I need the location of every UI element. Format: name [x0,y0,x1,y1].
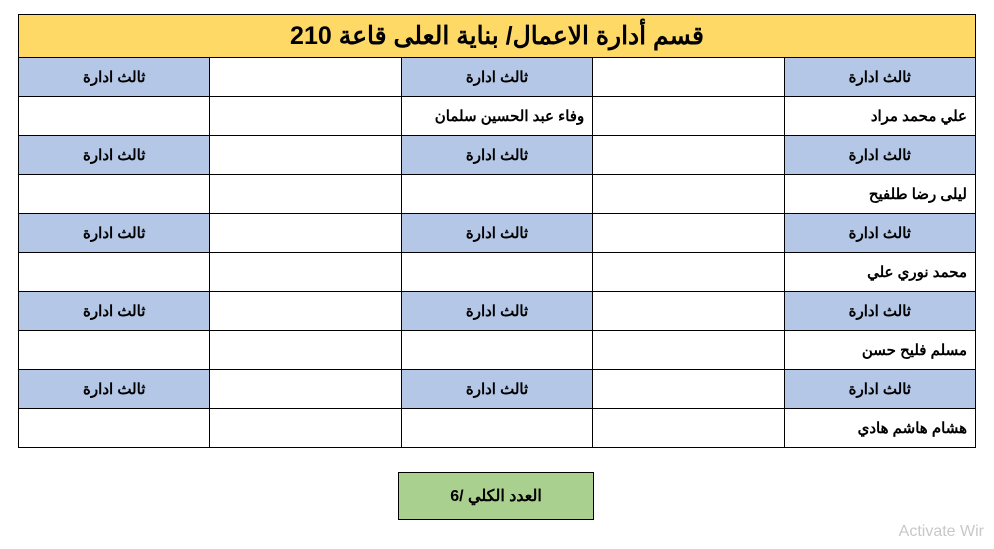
cell-blank [593,97,784,136]
cell-name: وفاء عبد الحسين سلمان [401,97,592,136]
cell-label: ثالث ادارة [401,136,592,175]
cell-blank [210,97,401,136]
cell-blank [19,253,210,292]
cell-label: ثالث ادارة [19,214,210,253]
cell-blank [593,370,784,409]
cell-blank [19,331,210,370]
table-row [19,253,976,292]
table-row [19,370,976,409]
cell-name: هشام هاشم هادي [784,409,975,448]
cell-name: ليلى رضا طلفيح [784,175,975,214]
table-row [19,136,976,175]
table-row [19,409,976,448]
cell-blank [210,214,401,253]
cell-blank [401,331,592,370]
cell-blank [401,175,592,214]
table-row [19,331,976,370]
cell-blank [210,136,401,175]
seating-table [18,14,976,448]
cell-label: ثالث ادارة [784,58,975,97]
cell-label: ثالث ادارة [401,58,592,97]
cell-label: ثالث ادارة [19,58,210,97]
cell-label: ثالث ادارة [19,292,210,331]
cell-blank [210,253,401,292]
cell-blank [593,136,784,175]
table-row [19,292,976,331]
table-row [19,214,976,253]
cell-label: ثالث ادارة [784,370,975,409]
cell-blank [593,214,784,253]
cell-blank [19,409,210,448]
cell-label: ثالث ادارة [401,370,592,409]
cell-name: مسلم فليح حسن [784,331,975,370]
table-row [19,58,976,97]
cell-blank [401,253,592,292]
cell-blank [210,58,401,97]
cell-label: ثالث ادارة [19,370,210,409]
cell-blank [210,175,401,214]
cell-label: ثالث ادارة [401,292,592,331]
cell-label: ثالث ادارة [401,214,592,253]
table-title-row [19,15,976,58]
cell-blank [210,370,401,409]
cell-label: ثالث ادارة [19,136,210,175]
cell-blank [593,175,784,214]
cell-label: ثالث ادارة [784,136,975,175]
cell-blank [401,409,592,448]
cell-blank [19,175,210,214]
cell-label: ثالث ادارة [784,214,975,253]
cell-blank [593,292,784,331]
seating-sheet [18,14,976,448]
cell-blank [593,331,784,370]
table-row [19,97,976,136]
cell-name: محمد نوري علي [784,253,975,292]
cell-blank [593,409,784,448]
total-count: العدد الكلي /6 [398,472,594,520]
table-row [19,175,976,214]
cell-blank [210,409,401,448]
cell-blank [210,292,401,331]
activation-watermark: Activate Wir [898,523,984,540]
cell-blank [593,253,784,292]
cell-blank [210,331,401,370]
cell-label: ثالث ادارة [784,292,975,331]
cell-blank [593,58,784,97]
cell-name: علي محمد مراد [784,97,975,136]
cell-blank [19,97,210,136]
page-title: قسم أدارة الاعمال/ بناية العلى قاعة 210 [19,15,976,58]
total-row [398,472,594,520]
